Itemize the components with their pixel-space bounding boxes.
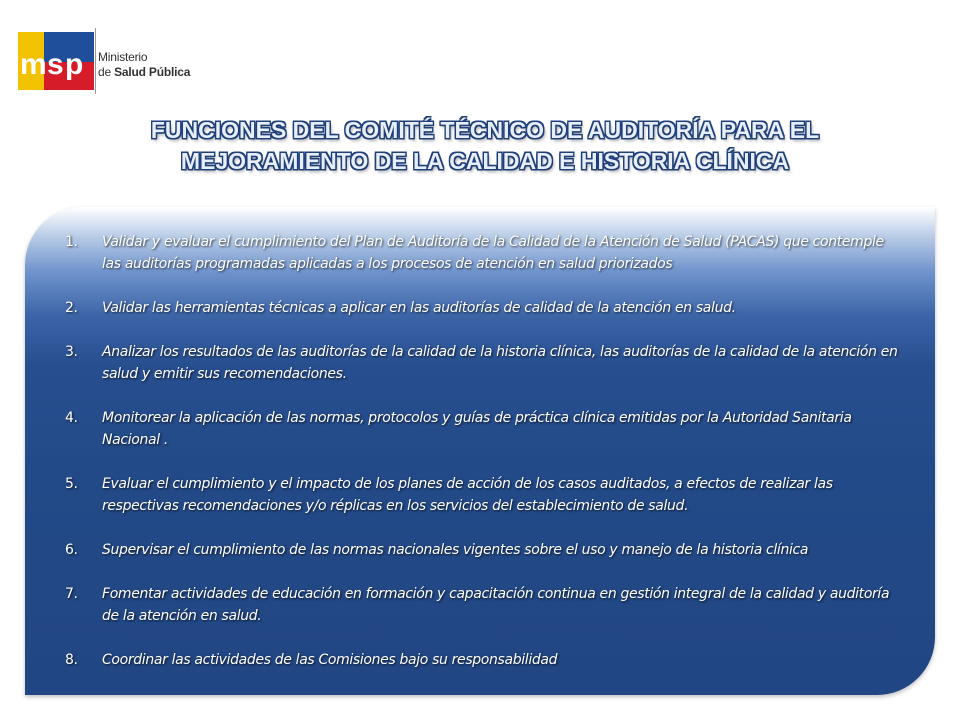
logo-line2-prefix: de [98,65,115,79]
list-item-text: Fomentar actividades de educación en formación y capacitación continua en gestión integral de la calidad y auditoría de la atención en salud. [102,586,890,624]
slide-title-line-1: FUNCIONES DEL COMITÉ TÉCNICO DE AUDITORÍA PARA EL [150,117,820,143]
list-item-text: Coordinar las actividades de las Comisiones bajo su responsabilidad [102,652,558,668]
list-item-text: Monitorear la aplicación de las normas, protocolos y guías de práctica clínica emitidas por la Autoridad Sanitaria Nacional . [102,410,852,448]
list-item-number: 4. [65,410,78,426]
functions-list [65,231,905,693]
logo-line-salud-publica [98,65,190,80]
list-item-number: 8. [65,652,78,668]
list-item-number: 1. [65,234,78,250]
list-item-number: 7. [65,586,78,602]
list-item [65,297,905,319]
logo-line2-strong: Salud Pública [114,65,191,79]
list-item-number: 5. [65,476,78,492]
list-item-number: 2. [65,300,78,316]
list-item [65,473,905,517]
svg-text:s: s [47,48,64,81]
list-item-text: Supervisar el cumplimiento de las normas nacionales vigentes sobre el uso y manejo de la historia clínica [102,542,809,558]
list-item [65,649,905,671]
msp-logo-mark-icon [16,26,96,96]
list-item-text: Evaluar el cumplimiento y el impacto de los planes de acción de los casos auditados, a efectos de realizar las respectivas recomendaciones y/o réplicas en los servicios del establecimiento de salud. [102,476,833,514]
svg-text:m: m [20,48,47,81]
list-item [65,341,905,385]
list-item [65,583,905,627]
slide-title-line-2: MEJORAMIENTO DE LA CALIDAD E HISTORIA CLÍNICA [180,148,790,174]
list-item-text: Validar y evaluar el cumplimiento del Plan de Auditoría de la Calidad de la Atención de Salud (PACAS) que contemple las auditorías programadas aplicadas a los procesos de atención en salud priorizados [102,234,884,272]
ministry-logo [16,26,206,96]
list-item-number: 3. [65,344,78,360]
list-item-text: Analizar los resultados de las auditorías de la calidad de la historia clínica, las auditorías de la calidad de la atención en salud y emitir sus recomendaciones. [102,344,898,382]
logo-text [98,50,190,80]
list-item [65,407,905,451]
list-item [65,539,905,561]
functions-panel [25,207,935,695]
list-item [65,231,905,275]
logo-line-ministerio: Ministerio [98,50,148,64]
svg-text:p: p [65,48,84,81]
slide-title [40,115,930,177]
list-item-number: 6. [65,542,78,558]
list-item-text: Validar las herramientas técnicas a aplicar en las auditorías de calidad de la atención en salud. [102,300,736,316]
